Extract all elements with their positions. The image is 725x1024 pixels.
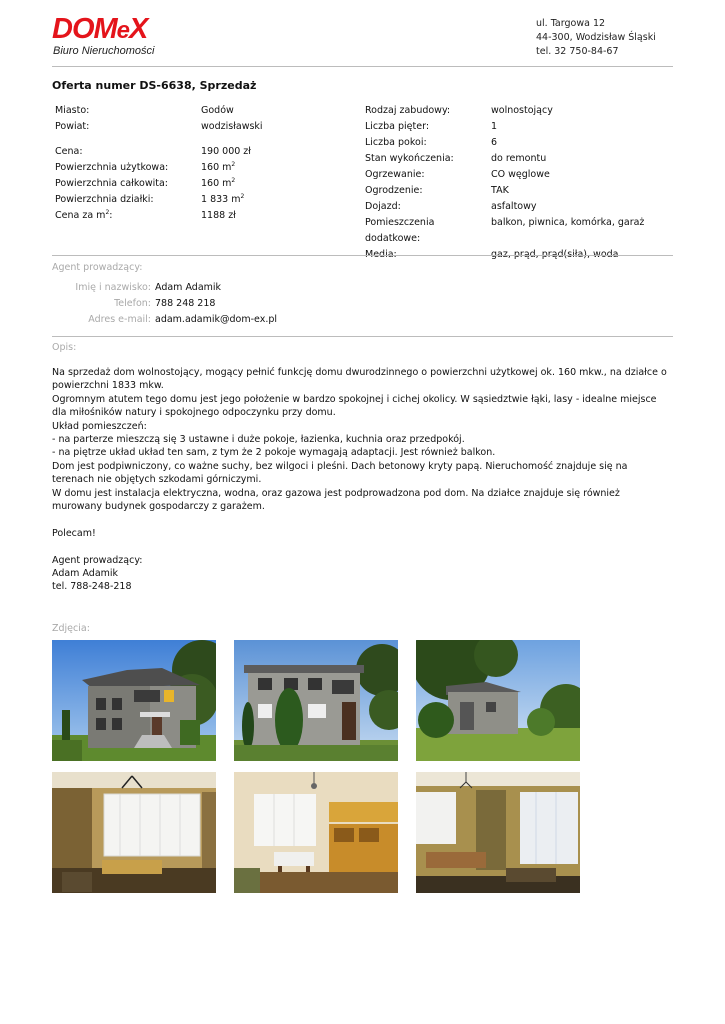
- param-label: Pomieszczenia dodatkowe:: [365, 217, 435, 244]
- param-row: [365, 103, 644, 119]
- address-city: 44-300, Wodzisław Śląski: [536, 32, 656, 43]
- agent-details: [52, 280, 277, 328]
- description-gap: [52, 540, 672, 553]
- param-row: [55, 119, 263, 135]
- photo-interior-kitchen[interactable]: [234, 772, 398, 893]
- agent-email[interactable]: adam.adamik@dom-ex.pl: [155, 314, 278, 325]
- photo-outbuilding[interactable]: [416, 640, 580, 761]
- description-line: Układ pomieszczeń:: [52, 420, 147, 432]
- agent-email-label: Adres e-mail:: [88, 314, 151, 325]
- param-label: Stan wykończenia:: [365, 153, 454, 164]
- agent-section-label: Agent prowadzący:: [52, 262, 143, 273]
- param-value: 160 $m^2$: [201, 161, 236, 173]
- param-value: 160 $m^2$: [201, 177, 236, 189]
- param-row: [55, 192, 251, 208]
- param-label: Powierzchnia użytkowa:: [55, 162, 169, 173]
- agent-row: [52, 312, 277, 328]
- description-line: Ogromnym atutem tego domu jest jego położenie w bardzo spokojnej i cichej okolicy. W sąsiedztwie łąki, lasy - idealne miejsce dla miłośników natury i spokojnego odpoczynku przy domu.: [52, 393, 657, 419]
- param-label: Liczba pokoi:: [365, 137, 427, 148]
- param-row: [365, 119, 644, 135]
- param-value: 6: [491, 137, 498, 148]
- address-phone: tel. 32 750-84-67: [536, 46, 619, 57]
- param-row: [55, 160, 251, 176]
- agency-address: [536, 17, 656, 59]
- logo-wordmark: DOMeX: [52, 13, 148, 45]
- param-label: Powiat:: [55, 121, 90, 132]
- description-line: - na piętrze układ układ ten sam, z tym że 2 pokoje wymagają adaptacji. Jest również balkon.: [52, 447, 496, 459]
- photo-interior-livingroom[interactable]: [52, 772, 216, 893]
- param-value: gaz, prąd, prąd(siła), woda: [491, 249, 619, 260]
- param-row: [365, 199, 644, 215]
- param-value: 1188 zł: [201, 210, 236, 221]
- param-label: Liczba pięter:: [365, 121, 430, 132]
- param-label: Rodzaj zabudowy:: [365, 105, 451, 116]
- param-value: TAK: [491, 185, 509, 196]
- agent-phone[interactable]: 788 248 218: [155, 298, 216, 309]
- agent-row: [52, 280, 277, 296]
- param-row: [55, 103, 263, 119]
- description-section-label: Opis:: [52, 342, 77, 353]
- param-value: wodzisławski: [201, 121, 263, 132]
- param-label: Media:: [365, 249, 397, 260]
- param-label: Powierzchnia działki:: [55, 194, 154, 205]
- param-row: [55, 208, 251, 224]
- agent-name-label: Imię i nazwisko:: [75, 282, 151, 293]
- param-value: wolnostojący: [491, 105, 553, 116]
- param-label: Powierzchnia całkowita:: [55, 178, 168, 189]
- left-params: [55, 103, 263, 135]
- param-label: Cena:: [55, 146, 83, 157]
- param-value: Godów: [201, 105, 234, 116]
- description-line: W domu jest instalacja elektryczna, wodna, oraz gazowa jest podprowadzona pod dom. Na działce znajduje się również murowany budynek gospodarczy z garażem.: [52, 487, 620, 513]
- address-street: ul. Targowa 12: [536, 18, 606, 29]
- agent-row: [52, 296, 277, 312]
- param-label: Ogrzewanie:: [365, 169, 425, 180]
- description-line: Polecam!: [52, 527, 96, 539]
- company-logo: [52, 14, 154, 57]
- description-gap: [52, 513, 672, 526]
- param-label: Miasto:: [55, 105, 90, 116]
- photos-section-label: Zdjęcia:: [52, 623, 90, 634]
- photo-house-front[interactable]: [52, 640, 216, 761]
- param-row: [365, 167, 644, 183]
- param-row: [55, 144, 251, 160]
- description-line: Dom jest podpiwniczony, co ważne suchy, bez wilgoci i pleśni. Dach betonowy kryty papą. Nieruchomość znajduje się na terenach nie objętych szkodami górniczymi.: [52, 460, 628, 486]
- param-row: [365, 183, 644, 199]
- description-line: Na sprzedaż dom wolnostojący, mogący pełnić funkcję domu dwurodzinnego o powierzchni użytkowej ok. 160 mkw., na działce o powierzchni 1833 mkw.: [52, 367, 667, 392]
- param-row: [365, 151, 644, 167]
- right-params: [365, 103, 644, 263]
- section-divider: [52, 336, 673, 337]
- param-label: Cena za $m^2$:: [55, 209, 113, 221]
- agent-name: Adam Adamik: [155, 282, 222, 293]
- param-label: Dojazd:: [365, 201, 401, 212]
- logo-subtitle: Biuro Nieruchomości: [53, 45, 155, 57]
- param-row: [365, 135, 644, 151]
- param-value: asfaltowy: [491, 201, 537, 212]
- param-row: [55, 176, 251, 192]
- param-value: 1: [491, 121, 498, 132]
- description-line: Agent prowadzący:: [52, 554, 143, 566]
- param-value: balkon, piwnica, komórka, garaż: [491, 217, 645, 228]
- param-value: CO węglowe: [491, 169, 550, 180]
- description-text: [52, 366, 672, 594]
- agent-phone-label: Telefon:: [114, 298, 151, 309]
- description-line: Adam Adamik: [52, 568, 119, 580]
- param-value: 1 833 $m^2$: [201, 193, 245, 205]
- header-divider: [52, 66, 673, 67]
- photo-interior-bedroom[interactable]: [416, 772, 580, 893]
- param-value: do remontu: [491, 153, 547, 164]
- description-line: tel. 788-248-218: [52, 581, 132, 593]
- param-label: Ogrodzenie:: [365, 185, 423, 196]
- param-value: 190 000 zł: [201, 146, 251, 157]
- param-row: [365, 215, 644, 247]
- description-line: - na parterze mieszczą się 3 ustawne i duże pokoje, łazienka, kuchnia oraz przedpokój.: [52, 434, 465, 446]
- left-params-price: [55, 144, 251, 224]
- photo-house-side[interactable]: [234, 640, 398, 761]
- section-divider: [52, 255, 673, 256]
- offer-title: Oferta numer DS-6638, Sprzedaż: [52, 79, 257, 92]
